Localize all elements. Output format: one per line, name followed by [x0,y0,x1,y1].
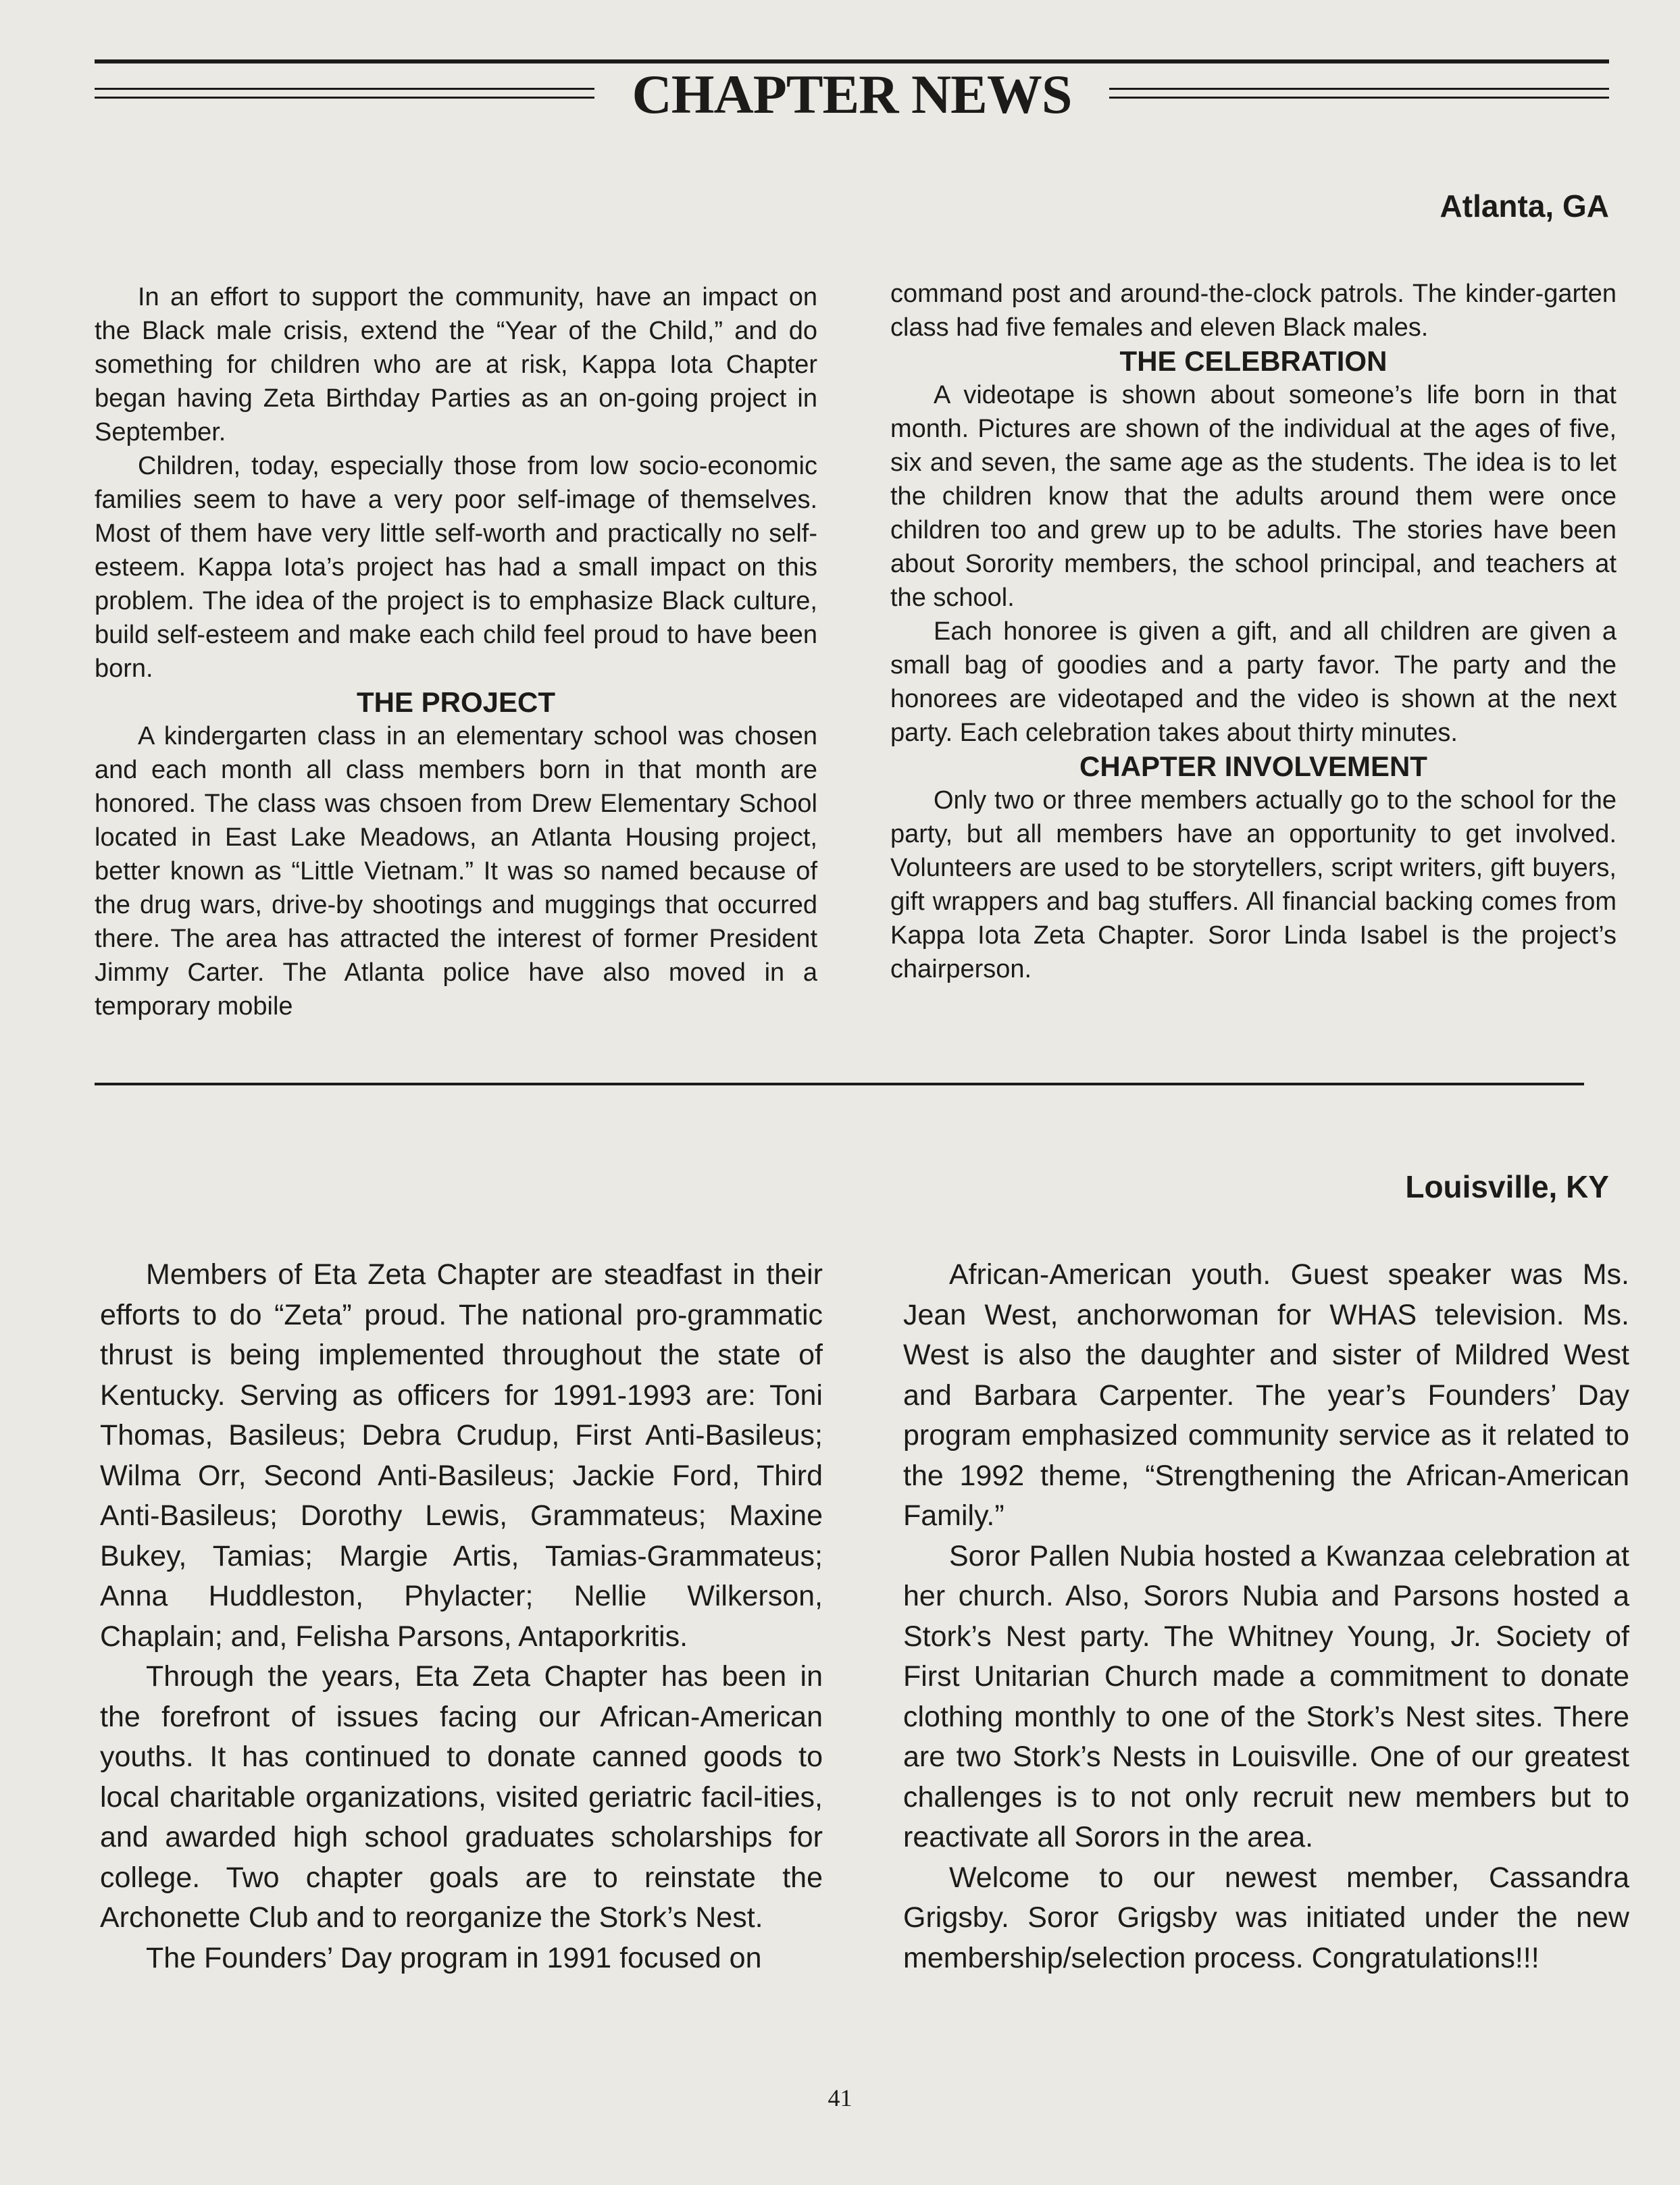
section-title: CHAPTER NEWS [632,63,1072,125]
louisville-location-heading: Louisville, KY [1405,1169,1609,1204]
atlanta-left-column [95,280,817,1023]
section-divider [95,1083,1584,1085]
paragraph: A kindergarten class in an elementary school was chosen and each month all class members born in that month are honored. The class was chsoen from Drew Elementary School located in East Lake Meadows, an Atlanta Housing project, better known as “Little Vietnam.” It was so named because of the drug wars, drive-by shootings and muggings that occurred there. The area has attracted the interest of former President Jimmy Carter. The Atlanta police have also moved in a temporary mobile [95,722,817,1021]
paragraph: Through the years, Eta Zeta Chapter has been in the forefront of issues facing our African-American youths. It has continued to donate canned goods to local charitable organizations, visited geriatric facil-ities, and awarded high school graduates scholarships for college. Two chapter goals are to reinstate the Archonette Club and to reorganize the Stork’s Nest. [100,1660,823,1934]
subheading: THE PROJECT [356,686,556,718]
paragraph: Members of Eta Zeta Chapter are steadfast in their efforts to do “Zeta” proud. The national pro-grammatic thrust is being implemented throughout the state of Kentucky. Serving as officers for 1991-1993 are: Toni Thomas, Basileus; Debra Crudup, First Anti-Basileus; Wilma Orr, Second Anti-Basileus; Jackie Ford, Third Anti-Basileus; Dorothy Lewis, Grammateus; Maxine Bukey, Tamias; Margie Artis, Tamias-Grammateus; Anna Huddleston, Phylacter; Nellie Wilkerson, Chaplain; and, Felisha Parsons, Antaporkritis. [100,1258,823,1653]
paragraph: Soror Pallen Nubia hosted a Kwanzaa celebration at her church. Also, Sorors Nubia and Parsons hosted a Stork’s Nest party. The Whitney Young, Jr. Society of First Unitarian Church made a commitment to donate clothing monthly to one of the Stork’s Nest sites. There are two Stork’s Nests in Louisville. One of our greatest challenges is to not only recruit new members but to reactivate all Sorors in the area. [903,1539,1629,1853]
subheading: CHAPTER INVOLVEMENT [1079,750,1427,782]
subheading: THE CELEBRATION [1119,345,1388,377]
masthead [95,59,1609,127]
paragraph: Only two or three members actually go to the school for the party, but all members have an opportunity to get involved. Volunteers are used to be storytellers, script writers, gift buyers, gift wrappers and bag stuffers. All financial backing comes from Kappa Iota Zeta Chapter. Soror Linda Isabel is the project’s chairperson. [890,786,1617,983]
paragraph: A videotape is shown about someone’s life born in that month. Pictures are shown of the individual at the ages of five, six and seven, the same age as the students. The idea is to let the children know that the adults around them were once children too and grew up to be adults. The stories have been about Sorority members, the school principal, and teachers at the school. [890,381,1617,612]
paragraph: Welcome to our newest member, Cassandra Grigsby. Soror Grigsby was initiated under the new membership/selection process. Congratulations!!! [903,1861,1629,1974]
paragraph: The Founders’ Day program in 1991 focused on [146,1941,762,1974]
paragraph: Children, today, especially those from low socio-economic families seem to have a very poor self-image of themselves. Most of them have very little self-worth and practically no self-esteem. Kappa Iota’s project has had a small impact on this problem. The idea of the project is to emphasize Black culture, build self-esteem and make each child feel proud to have been born. [95,452,817,683]
atlanta-location-heading: Atlanta, GA [1440,188,1609,224]
paragraph: command post and around-the-clock patrols. The kinder-garten class had five females and eleven Black males. [890,280,1617,342]
paragraph: African-American youth. Guest speaker was Ms. Jean West, anchorwoman for WHAS television. Ms. West is also the daughter and sister of Mildred West and Barbara Carpenter. The year’s Founders’ Day program emphasized community service as it related to the 1992 theme, “Strengthening the African-American Family.” [903,1258,1629,1532]
louisville-right-column [903,1255,1629,1978]
paragraph: Each honoree is given a gift, and all children are given a small bag of goodies and a party favor. The party and the honorees are videotaped and the video is shown at the next party. Each celebration takes about thirty minutes. [890,617,1617,747]
atlanta-right-column [890,277,1617,986]
louisville-left-column [100,1255,823,1978]
page-number: 41 [828,2084,852,2111]
paragraph: In an effort to support the community, have an impact on the Black male crisis, extend the “Year of the Child,” and do something for children who are at risk, Kappa Iota Chapter began having Zeta Birthday Parties as an on-going project in September. [95,283,817,446]
